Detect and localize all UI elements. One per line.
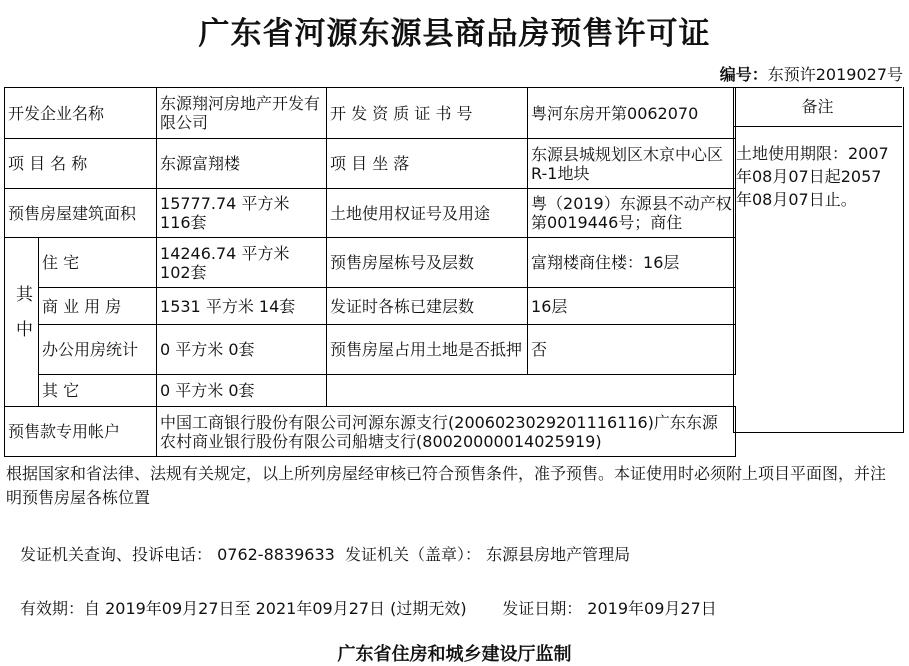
area-value: 15777.74 平方米 116套 (157, 189, 327, 238)
office-label: 办公用房统计 (39, 325, 157, 375)
location-label: 项 目 坐 落 (327, 139, 528, 189)
table-row (5, 189, 736, 238)
table-row (5, 375, 736, 407)
table-row (5, 88, 736, 139)
group-label-text: 其中 (12, 284, 32, 355)
project-value: 东源富翔楼 (157, 139, 327, 189)
developer-label: 开发企业名称 (5, 88, 157, 139)
mortgage-value: 否 (528, 325, 736, 375)
cert-label: 开 发 资 质 证 书 号 (327, 88, 528, 139)
statement-text: 根据国家和省法律、法规有关规定，以上所列房屋经审核已符合预售条件，准予预售。本证使用时必须附上项目平面图，并注明预售房屋各栋位置 (6, 464, 887, 507)
land-label: 土地使用权证号及用途 (327, 189, 528, 238)
table-row (5, 238, 736, 288)
other-label: 其 它 (39, 375, 157, 407)
cert-value: 粤河东房开第0062070 (528, 88, 736, 139)
permit-number (720, 62, 903, 85)
area-label: 预售房屋建筑面积 (5, 189, 157, 238)
account-value: 中国工商银行股份有限公司河源东源支行(2006023029201116116)广东东源农村商业银行股份有限公司船塘支行(80020000014025919) (157, 407, 736, 457)
footer-issuer: 广东省住房和城乡建设厅监制 (337, 644, 572, 665)
floors-label: 发证时各栋已建层数 (327, 288, 528, 325)
validity-line: 有效期：自 2019年09月27日至 2021年09月27日 (过期无效) 发证日期： 2019年09月27日 (20, 599, 717, 618)
project-label: 项 目 名 称 (5, 139, 157, 189)
mortgage-label: 预售房屋占用土地是否抵押 (327, 325, 528, 375)
empty-cell (327, 375, 736, 407)
remark-label: 备注 (733, 87, 902, 127)
location-value: 东源县城规划区木京中心区R-1地块 (528, 139, 736, 189)
group-label (5, 238, 39, 407)
office-value: 0 平方米 0套 (157, 325, 327, 375)
remark-column-border (733, 87, 904, 433)
table-row (5, 288, 736, 325)
permit-number-label: 编号： (719, 65, 768, 84)
table-row (5, 139, 736, 189)
building-label: 预售房屋栋号及层数 (327, 238, 528, 288)
commercial-label: 商 业 用 房 (39, 288, 157, 325)
remark-bottom-border (733, 432, 903, 433)
residential-label: 住 宅 (39, 238, 157, 288)
permit-number-value: 东预许2019027号 (767, 65, 903, 84)
developer-value: 东源翔河房地产开发有限公司 (157, 88, 327, 139)
remark-value: 土地使用期限：2007年08月07日起2057年08月07日止。 (736, 144, 889, 209)
table-row (5, 325, 736, 375)
table-row (5, 407, 736, 457)
land-value: 粤（2019）东源县不动产权第0019446号；商住 (528, 189, 736, 238)
document-title: 广东省河源东源县商品房预售许可证 (198, 16, 711, 52)
residential-value: 14246.74 平方米 102套 (157, 238, 327, 288)
contact-line: 发证机关查询、投诉电话： 0762-8839633 发证机关（盖章）： 东源县房地产管理局 (20, 545, 631, 564)
other-value: 0 平方米 0套 (157, 375, 327, 407)
permit-table (4, 87, 736, 457)
commercial-value: 1531 平方米 14套 (157, 288, 327, 325)
floors-value: 16层 (528, 288, 736, 325)
account-label: 预售款专用帐户 (5, 407, 157, 457)
building-value: 富翔楼商住楼：16层 (528, 238, 736, 288)
remark-left-border (733, 87, 734, 433)
